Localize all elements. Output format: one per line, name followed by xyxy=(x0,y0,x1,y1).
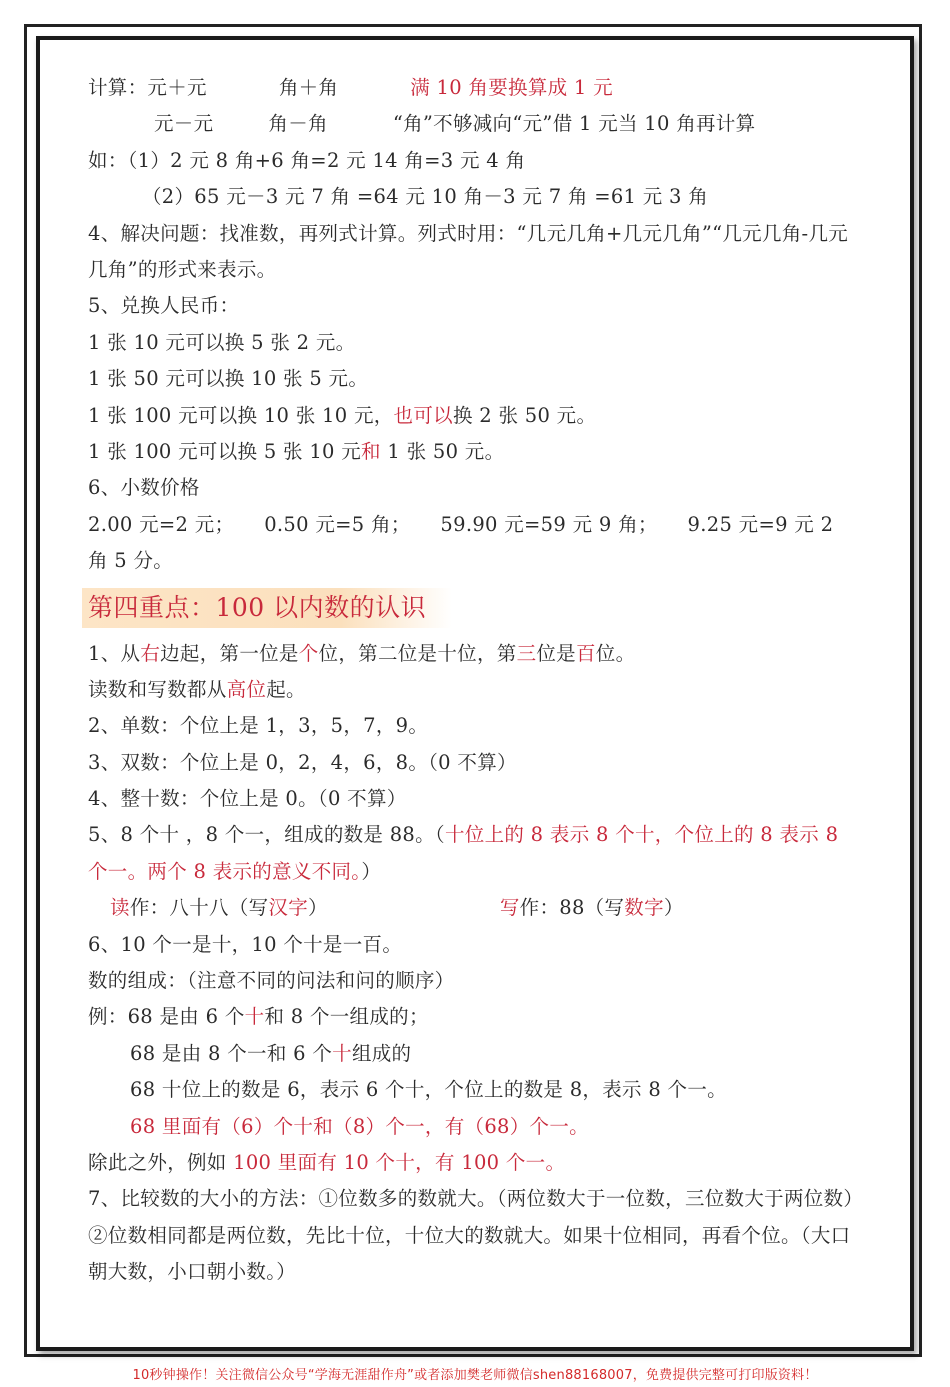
example-100: 除此之外，例如 100 里面有 10 个十，有 100 个一。 xyxy=(88,1151,566,1175)
section-heading: 第四重点：100 以内数的认识 xyxy=(82,588,452,628)
even-numbers: 3、双数：个位上是 0，2，4，6，8。（0 不算） xyxy=(88,750,517,774)
section-heading-wrap xyxy=(88,580,858,636)
document-body xyxy=(88,70,858,1291)
footer-promo: 10秒钟操作！关注微信公众号“学海无涯甜作舟”或者添加樊老师微信shen88168007，免费提供完整可打印版资料！ xyxy=(132,1368,818,1383)
compare-method: 7、比较数的大小的方法：①位数多的数就大。（两位数大于一位数，三位数大于两位数）②位数相同都是两位数，先比十位，十位大的数就大。如果十位相同，再看个位。（大口朝大数，小口朝小数。） xyxy=(88,1187,854,1284)
whole-tens: 4、整十数：个位上是 0。（0 不算） xyxy=(88,787,407,811)
decimal-title: 6、小数价格 xyxy=(88,476,200,500)
exchange-title: 5、兑换人民币： xyxy=(88,294,240,318)
problem-solving: 4、解决问题：找准数，再列式计算。列式时用：“几元几角+几元几角”“几元几角-几元几角”的形式来表示。 xyxy=(88,221,849,281)
example-68-b: 68 是由 8 个一和 6 个十组成的 xyxy=(130,1041,412,1065)
composition-title: 数的组成：（注意不同的问法和问的顺序） xyxy=(88,969,455,993)
read-write-line: 读数和写数都从高位起。 xyxy=(88,677,306,701)
rule-note-red: 满 10 角要换算成 1 元 xyxy=(410,76,613,99)
read-write-88: 读作：八十八（写汉字） 写作：88（写数字） xyxy=(110,896,684,920)
example-68-c: 68 十位上的数是 6，表示 6 个十，个位上的数是 8，表示 8 个一。 xyxy=(130,1078,727,1102)
exchange-1: 1 张 10 元可以换 5 张 2 元。 xyxy=(88,330,356,354)
example-68-a: 例：68 是由 6 个十和 8 个一组成的； xyxy=(88,1005,429,1029)
exchange-3: 1 张 100 元可以换 10 张 10 元，也可以换 2 张 50 元。 xyxy=(88,403,597,427)
odd-numbers: 2、单数：个位上是 1，3，5，7，9。 xyxy=(88,714,429,738)
calc-sub-line: 元－元 角－角 “角”不够减向“元”借 1 元当 10 角再计算 xyxy=(154,112,756,136)
exchange-4: 1 张 100 元可以换 5 张 10 元和 1 张 50 元。 xyxy=(88,439,505,463)
calc-add-line: 计算：元＋元 角＋角 满 10 角要换算成 1 元 xyxy=(88,76,613,99)
example-2: （2）65 元－3 元 7 角 =64 元 10 角－3 元 7 角 =61 元 3 角 xyxy=(142,185,709,209)
place-value-line: 1、从右边起，第一位是个位，第二位是十位，第三位是百位。 xyxy=(88,641,636,665)
example-68-d: 68 里面有（6）个十和（8）个一，有（68）个一。 xyxy=(130,1114,589,1138)
composition-88: 5、8 个十 ，8 个一，组成的数是 88。（十位上的 8 表示 8 个十，个位上的 8 表示 8 个一。两个 8 表示的意义不同。） xyxy=(88,823,839,883)
decimal-prices: 2.00 元=2 元； 0.50 元=5 角； 59.90 元=59 元 9 角； 9.25 元=9 元 2 角 5 分。 xyxy=(88,512,834,573)
ten-hundred: 6、10 个一是十，10 个十是一百。 xyxy=(88,932,403,956)
exchange-2: 1 张 50 元可以换 10 张 5 元。 xyxy=(88,367,369,391)
example-1: 如：（1）2 元 8 角+6 角=2 元 14 角=3 元 4 角 xyxy=(88,148,526,172)
